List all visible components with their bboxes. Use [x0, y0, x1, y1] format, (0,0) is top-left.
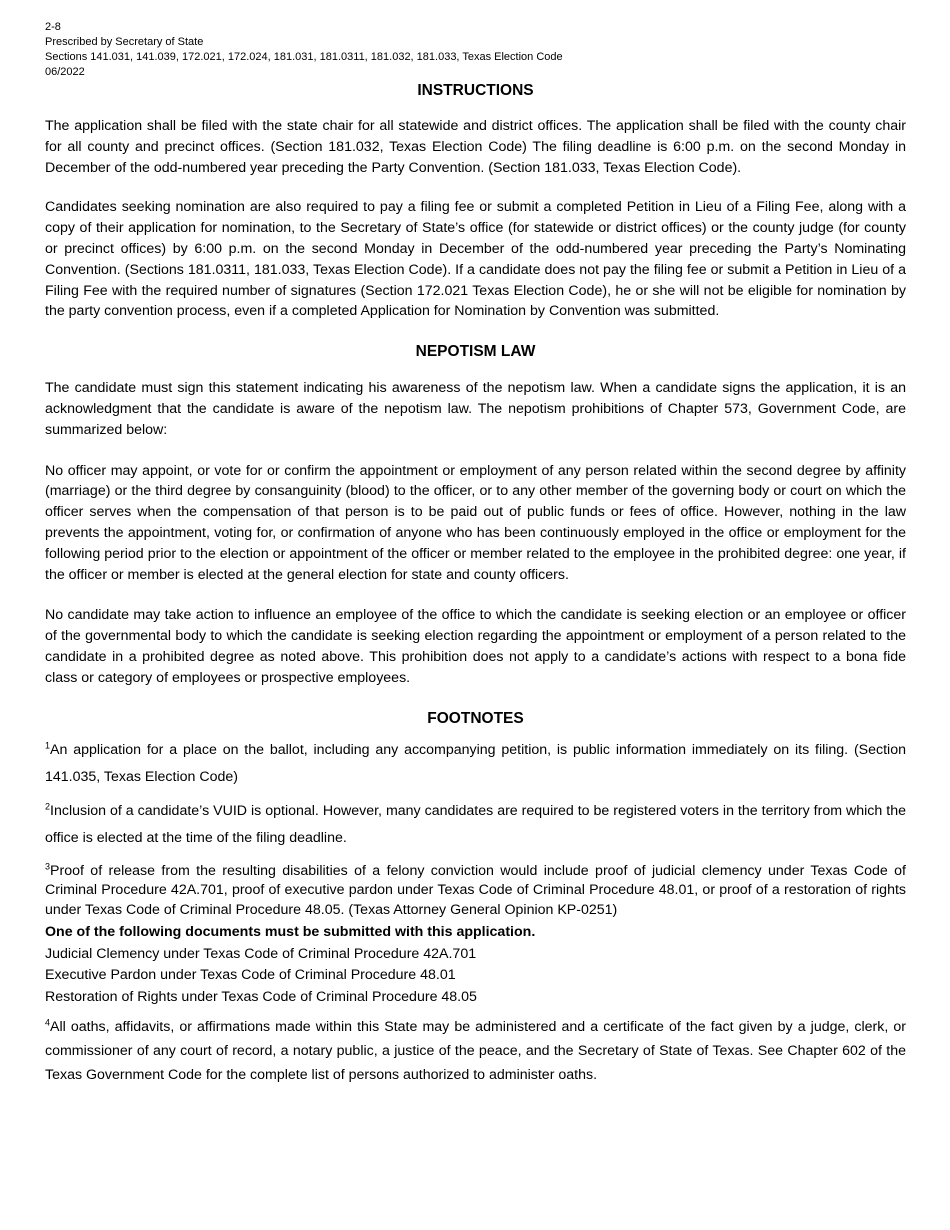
nepotism-heading: NEPOTISM LAW	[415, 343, 536, 361]
required-document-item: Judicial Clemency under Texas Code of Criminal Procedure 42A.701	[45, 945, 477, 962]
required-documents-heading: One of the following documents must be submitted with this application.	[45, 924, 536, 941]
nepotism-paragraph-3: No candidate may take action to influence an employee of the office to which the candidate is seeking election or an employee or officer of the governmental body to which the candidate is seeking election regarding the appointment or employment of a person related to the candidate in a prohibited degree as noted above. This prohibition does not apply to a candidate’s actions with respect to a bona fide class or category of employees or prospective employees.	[45, 607, 906, 686]
footnote-1-mark: 1	[45, 739, 51, 750]
nepotism-paragraph-2: No officer may appoint, or vote for or confirm the appointment or employment of any person related within the second degree by affinity (marriage) or the third degree by consanguinity (blood) to the officer, or to any other member of the governing body or court on which the officer serves when the compensation of that person is to be paid out of public funds or fees of office. However, nothing in the law prevents the appointment, voting for, or confirmation of anyone who has been continuously employed in the office or employment for the following period prior to the election or appointment of the officer or member related to the employee in the prohibited degree: one year, if the officer or member is elected at the general election for state and county officers.	[45, 462, 906, 583]
statute-sections: Sections 141.031, 141.039, 172.021, 172.024, 181.031, 181.0311, 181.032, 181.033, Texas Election Code	[45, 51, 563, 63]
nepotism-paragraph-1: The candidate must sign this statement indicating his awareness of the nepotism law. When a candidate signs the application, it is an acknowledgment that the candidate is aware of the nepotism law. The nepotism prohibitions of Chapter 573, Government Code, are summarized below:	[45, 380, 906, 438]
footnote-2	[45, 798, 906, 852]
instructions-heading: INSTRUCTIONS	[417, 82, 534, 99]
footnote-1	[45, 737, 906, 791]
instructions-paragraph-1: The application shall be filed with the state chair for all statewide and district offices. The application shall be filed with the county chair for all county and precinct offices. (Section 181.032, Texas Election Code) The filing deadline is 6:00 p.m. on the second Monday in December of the odd-numbered year preceding the Party Convention. (Section 181.033, Texas Election Code).	[45, 118, 906, 176]
footnote-4	[45, 1015, 906, 1087]
footnotes-heading: FOOTNOTES	[427, 709, 524, 727]
footnote-3-mark: 3	[45, 860, 51, 871]
document-page	[45, 20, 906, 1087]
footnote-2-mark: 2	[45, 800, 51, 811]
footnote-4-text: All oaths, affidavits, or affirmations made within this State may be administered and a certificate of the fact given by a judge, clerk, or commissioner of any court of record, a notary public, a justice of the peace, and the Secretary of State of Texas. See Chapter 602 of the Texas Government Code for the complete list of persons authorized to administer oaths.	[45, 1019, 906, 1084]
footnote-3-text: Proof of release from the resulting disabilities of a felony conviction would include proof of judicial clemency under Texas Code of Criminal Procedure 42A.701, proof of executive pardon under Texas Code of Criminal Procedure 48.01, or proof of a restoration of rights under Texas Code of Criminal Procedure 48.05. (Texas Attorney General Opinion KP-0251)	[45, 862, 906, 918]
footnote-1-text: An application for a place on the ballot, including any accompanying petition, is public information immediately on its filing. (Section 141.035, Texas Election Code)	[45, 741, 906, 785]
form-number: 2-8	[45, 21, 61, 33]
form-header	[45, 20, 906, 80]
form-date: 06/2022	[45, 66, 85, 78]
required-document-item: Executive Pardon under Texas Code of Criminal Procedure 48.01	[45, 967, 456, 984]
prescribed-by: Prescribed by Secretary of State	[45, 36, 204, 48]
footnote-2-text: Inclusion of a candidate’s VUID is optional. However, many candidates are required to be registered voters in the territory from which the office is elected at the time of the filing deadline.	[45, 802, 906, 846]
footnote-4-mark: 4	[45, 1017, 51, 1028]
required-document-item: Restoration of Rights under Texas Code of Criminal Procedure 48.05	[45, 988, 477, 1005]
instructions-paragraph-2: Candidates seeking nomination are also required to pay a filing fee or submit a completed Petition in Lieu of a Filing Fee, along with a copy of their application for nomination, to the Secretary of State’s office (for statewide or district offices) or the county judge (for county or precinct offices) by 6:00 p.m. on the second Monday in December of the odd-numbered year preceding the Party’s Nominating Convention. (Sections 181.0311, 181.033, Texas Election Code). If a candidate does not pay the filing fee or submit a Petition in Lieu of a Filing Fee with the required number of signatures (Section 172.021 Texas Election Code), he or she will not be eligible for nomination by the party convention process, even if a completed Application for Nomination by Convention was submitted.	[45, 199, 906, 320]
footnote-3	[45, 862, 906, 921]
